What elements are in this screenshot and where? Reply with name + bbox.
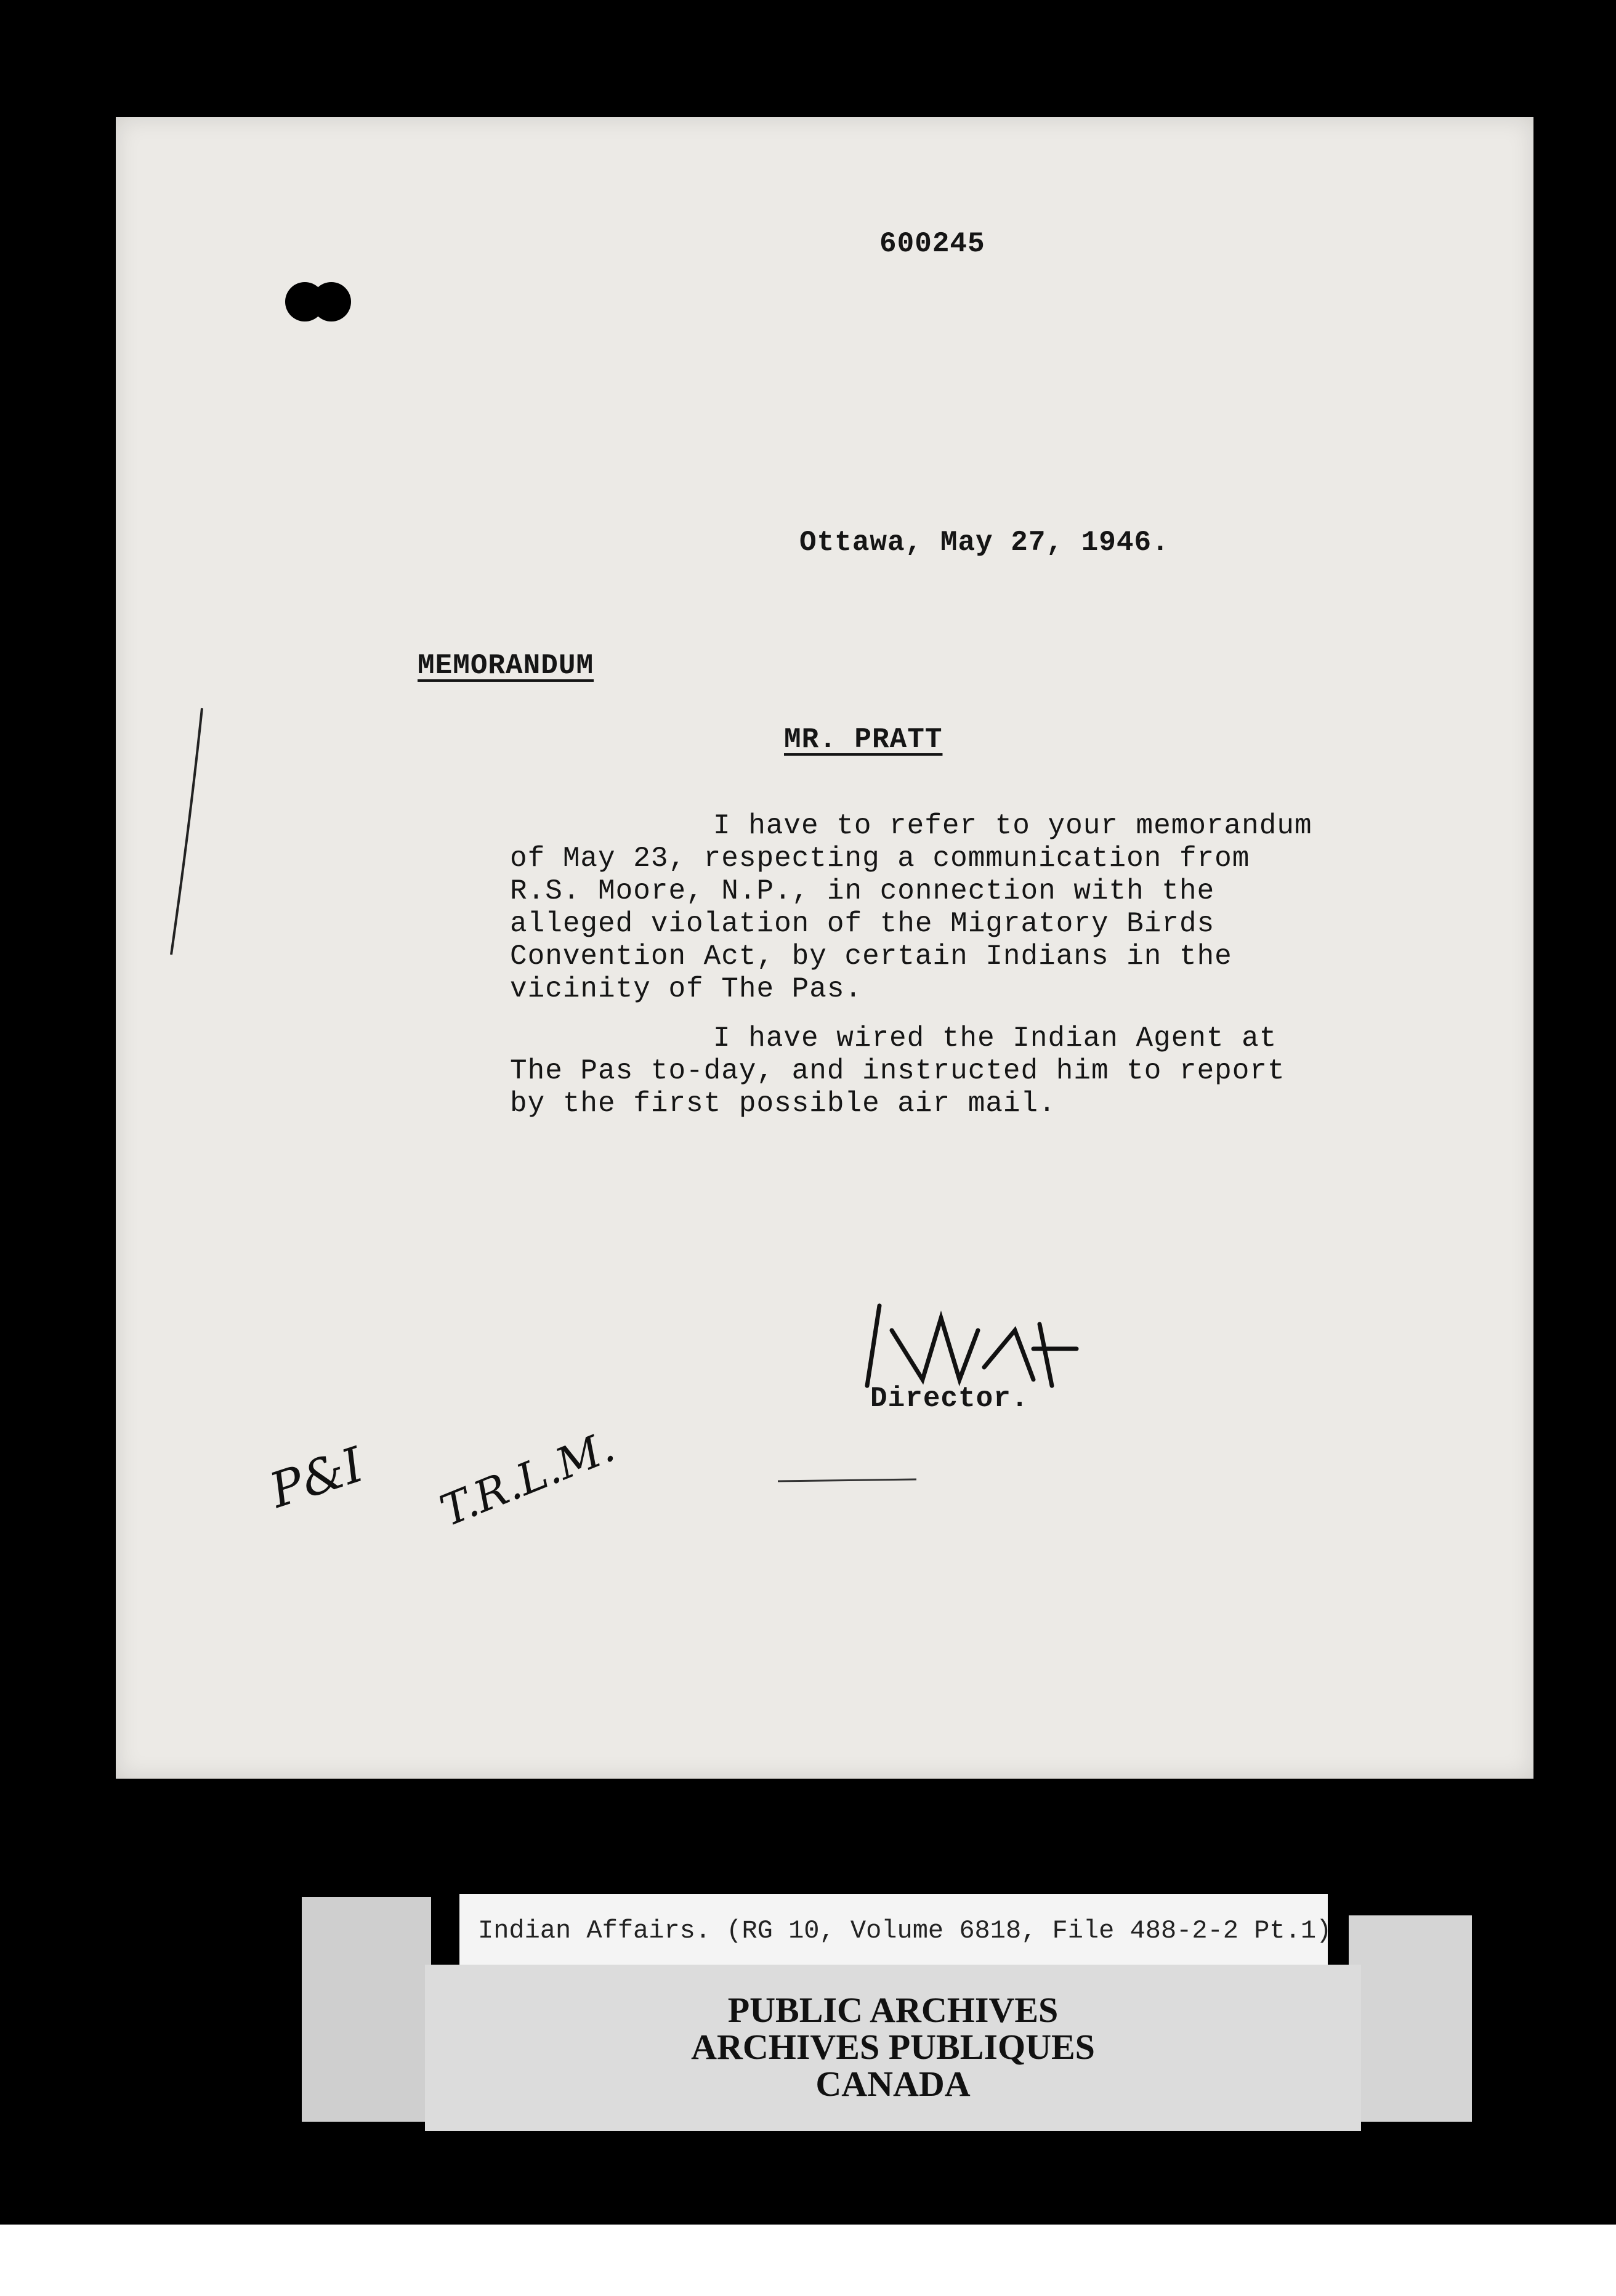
pen-stroke-icon	[775, 1472, 923, 1490]
handwritten-initials-middle: T.R.L.M.	[433, 1421, 621, 1537]
paragraph-line: R.S. Moore, N.P., in connection with the	[510, 875, 1215, 907]
memo-page	[116, 117, 1533, 1779]
handwritten-initials-left: P&I	[263, 1437, 370, 1519]
paragraph-1	[510, 810, 1557, 1056]
date-line: Ottawa, May 27, 1946.	[799, 527, 1170, 559]
paragraph-line: by the first possible air mail.	[510, 1088, 1056, 1120]
paragraph-line: I have to refer to your memorandum	[713, 810, 1312, 842]
paragraph-line: Convention Act, by certain Indians in the	[510, 940, 1232, 972]
stamp-line: CANADA	[815, 2064, 971, 2104]
archive-reference-card	[459, 1894, 1332, 1968]
signature-title: Director.	[870, 1383, 1029, 1415]
file-number: 600245	[879, 228, 985, 260]
punch-hole-icon	[312, 282, 351, 321]
paragraph-line: I have wired the Indian Agent at	[713, 1022, 1277, 1054]
memo-heading: MEMORANDUM	[418, 650, 594, 682]
margin-mark-icon	[165, 702, 214, 961]
stamp-line: PUBLIC ARCHIVES	[727, 1990, 1059, 2030]
bottom-margin	[0, 2225, 1616, 2296]
paragraph-2	[510, 1022, 1557, 1146]
label-tape-right	[1349, 1915, 1472, 2122]
archive-reference: Indian Affairs. (RG 10, Volume 6818, File 488-2-2 Pt.1)	[478, 1916, 1332, 1946]
paragraph-line: of May 23, respecting a communication from	[510, 843, 1250, 875]
paragraph-line: The Pas to-day, and instructed him to report	[510, 1055, 1285, 1087]
paragraph-line: vicinity of The Pas.	[510, 973, 863, 1005]
paragraph-line: alleged violation of the Migratory Birds	[510, 908, 1215, 940]
addressee: MR. PRATT	[784, 724, 943, 756]
archive-stamp	[425, 1965, 1361, 2131]
stamp-line: ARCHIVES PUBLIQUES	[691, 2027, 1095, 2067]
label-tape-left	[302, 1897, 431, 2122]
